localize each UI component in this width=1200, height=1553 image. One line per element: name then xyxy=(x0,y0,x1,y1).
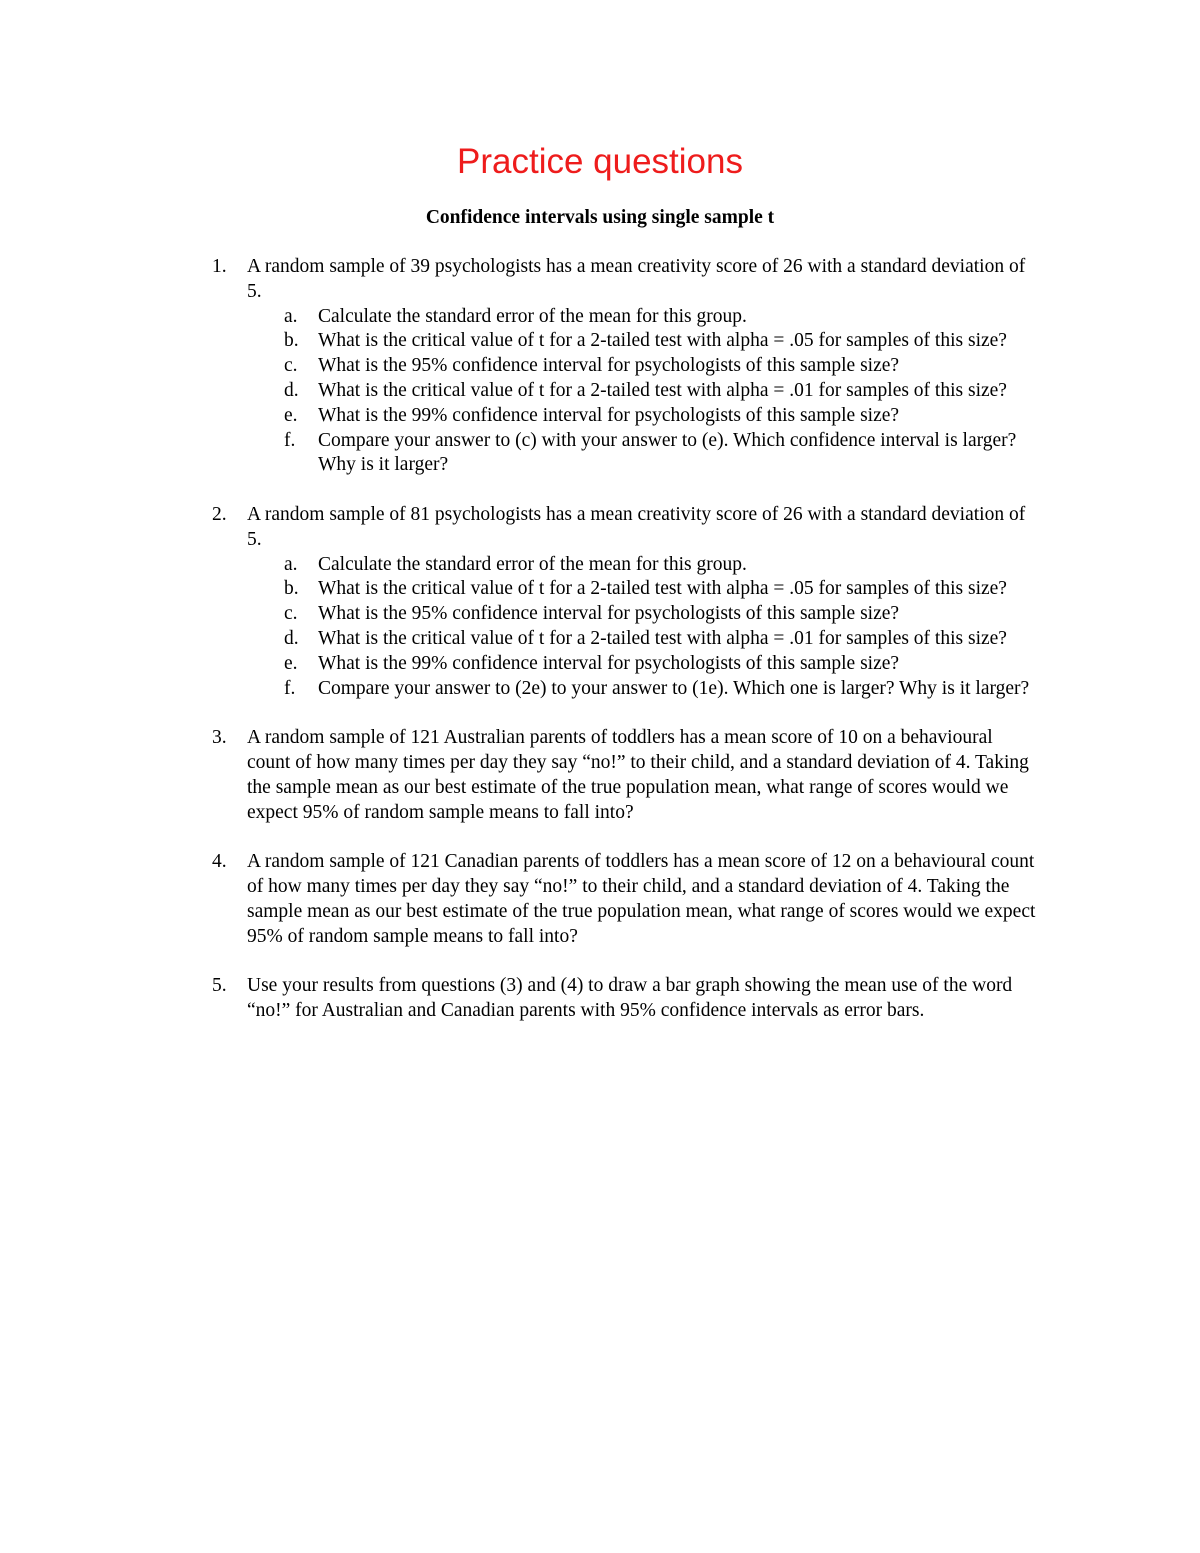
sub-question-text: What is the critical value of t for a 2-tailed test with alpha = .01 for samples of this size? xyxy=(318,379,1007,401)
sub-question-letter: a. xyxy=(284,305,298,327)
sub-question-text: What is the 95% confidence interval for psychologists of this sample size? xyxy=(318,355,900,377)
sub-question-text: Calculate the standard error of the mean for this group. xyxy=(318,553,747,575)
page-subtitle: Confidence intervals using single sample t xyxy=(425,207,775,228)
sub-question-letter: c. xyxy=(284,355,298,377)
question-text: Use your results from questions (3) and (4) to draw a bar graph showing the mean use of the word “no!” for Australian and Canadian parents with 95% confidence intervals as error bars. xyxy=(247,975,1013,1021)
sub-question-letter: a. xyxy=(284,553,298,575)
question-number: 4. xyxy=(212,851,227,873)
sub-question-text: What is the 95% confidence interval for psychologists of this sample size? xyxy=(318,603,900,625)
sub-question-letter: b. xyxy=(284,578,299,600)
question-text: A random sample of 121 Australian parents of toddlers has a mean score of 10 on a behavioural count of how many times per day they say “no!” to their child, and a standard deviation of 4. Taking the sample mean as our best estimate of the true population mean, what range of scores would we expect 95% of random sample means to fall into? xyxy=(247,727,1029,823)
sub-question-text: Compare your answer to (2e) to your answer to (1e). Which one is larger? Why is it larger? xyxy=(318,677,1030,699)
sub-question-text: What is the 99% confidence interval for psychologists of this sample size? xyxy=(318,652,900,674)
sub-question-item xyxy=(247,354,1040,379)
question-number: 2. xyxy=(212,503,227,525)
sub-question-item xyxy=(247,677,1040,702)
sub-question-letter: e. xyxy=(284,652,298,674)
sub-question-item xyxy=(247,627,1040,652)
question-number: 1. xyxy=(212,256,227,277)
question-item xyxy=(200,850,1040,949)
question-list xyxy=(200,255,1040,1049)
sub-question-item xyxy=(247,305,1040,330)
sub-question-text: Calculate the standard error of the mean for this group. xyxy=(318,305,747,327)
sub-question-letter: e. xyxy=(284,404,298,426)
question-text: A random sample of 81 psychologists has a mean creativity score of 26 with a standard deviation of 5. xyxy=(247,503,1026,550)
sub-question-letter: f. xyxy=(284,677,296,699)
sub-question-item xyxy=(247,379,1040,404)
sub-question-item xyxy=(247,553,1040,578)
question-text: A random sample of 39 psychologists has a mean creativity score of 26 with a standard deviation of 5. xyxy=(247,256,1026,302)
sub-question-letter: b. xyxy=(284,330,299,352)
sub-question-list xyxy=(247,553,1040,702)
question-item xyxy=(200,726,1040,825)
question-item xyxy=(200,974,1040,1024)
question-number: 3. xyxy=(212,727,227,749)
sub-question-letter: f. xyxy=(284,429,296,451)
sub-question-item xyxy=(247,429,1040,479)
sub-question-item xyxy=(247,602,1040,627)
sub-question-text: What is the critical value of t for a 2-tailed test with alpha = .05 for samples of this size? xyxy=(318,330,1007,352)
question-text: A random sample of 121 Canadian parents of toddlers has a mean score of 12 on a behavioural count of how many times per day they say “no!” to their child, and a standard deviation of 4. Taking the sample mean as our best estimate of the true population mean, what range of scores would we expect 95% of random sample means to fall into? xyxy=(247,851,1036,947)
sub-question-list xyxy=(247,305,1040,479)
sub-question-text: Compare your answer to (c) with your answer to (e). Which confidence interval is larger? Why is it larger? xyxy=(318,429,1017,476)
sub-question-text: What is the critical value of t for a 2-tailed test with alpha = .01 for samples of this size? xyxy=(318,627,1007,649)
sub-question-item xyxy=(247,329,1040,354)
question-number: 5. xyxy=(212,975,227,997)
sub-question-text: What is the 99% confidence interval for psychologists of this sample size? xyxy=(318,404,900,426)
question-item xyxy=(200,503,1040,701)
sub-question-item xyxy=(247,404,1040,429)
sub-question-letter: c. xyxy=(284,603,298,625)
page-title: Practice questions xyxy=(457,142,743,181)
sub-question-letter: d. xyxy=(284,379,299,401)
question-item xyxy=(200,255,1040,478)
sub-question-item xyxy=(247,652,1040,677)
sub-question-text: What is the critical value of t for a 2-tailed test with alpha = .05 for samples of this size? xyxy=(318,578,1007,600)
sub-question-item xyxy=(247,577,1040,602)
sub-question-letter: d. xyxy=(284,627,299,649)
